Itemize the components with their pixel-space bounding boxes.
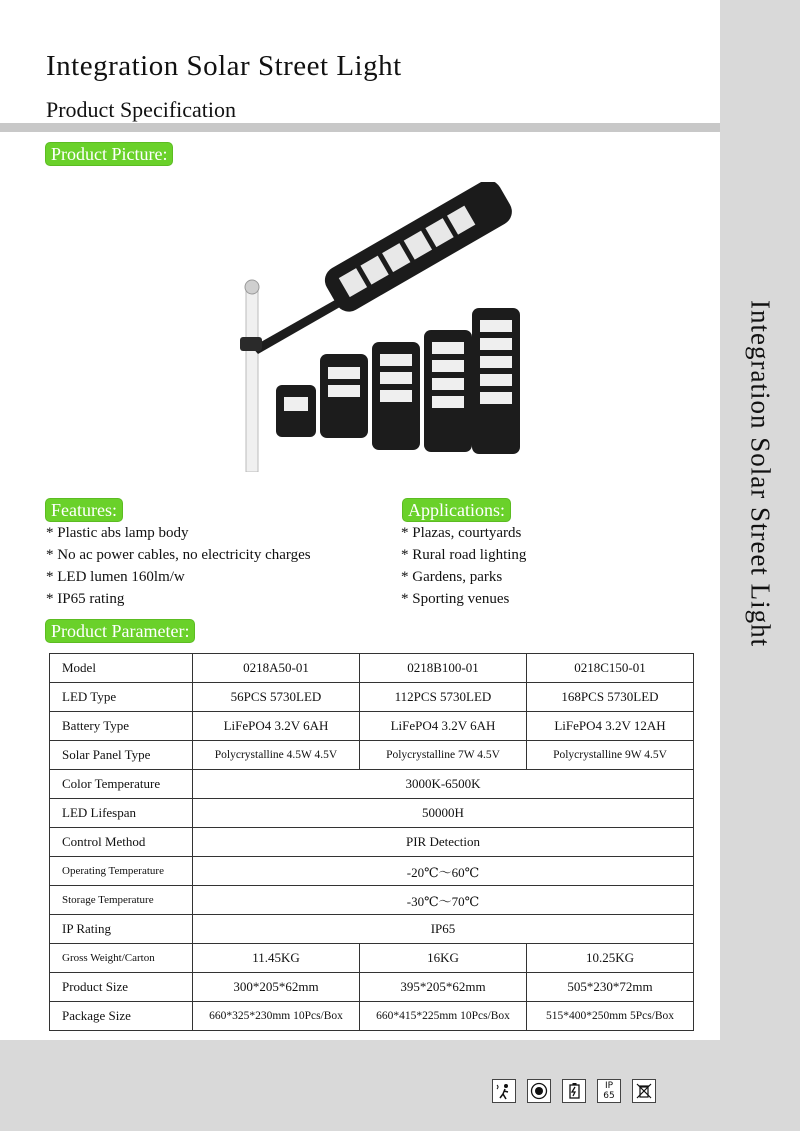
table-cell-merged: IP65 [193,915,694,944]
row-label: Color Temperature [50,770,193,799]
product-image [240,182,530,472]
table-row [50,973,694,1002]
header-divider [0,123,720,132]
section-features: Features: [46,499,122,521]
feature-item: * IP65 rating [46,588,311,610]
table-cell: Polycrystalline 4.5W 4.5V [193,741,360,770]
table-row [50,799,694,828]
table-cell-merged: -30℃～70℃ [193,886,694,915]
row-label: Gross Weight/Carton [50,944,193,973]
table-cell: 300*205*62mm [193,973,360,1002]
table-cell: 10.25KG [527,944,694,973]
table-row [50,944,694,973]
table-row [50,654,694,683]
row-label: Model [50,654,193,683]
ip-label: IP [604,1081,614,1091]
ip-number: 65 [603,1091,615,1101]
table-cell: 56PCS 5730LED [193,683,360,712]
applications-list [401,522,526,610]
sidebar-title: Integration Solar Street Light [745,300,776,648]
table-row [50,828,694,857]
battery-charge-icon [562,1079,586,1103]
table-cell: 505*230*72mm [527,973,694,1002]
table-cell-merged: -20℃～60℃ [193,857,694,886]
parameter-table [49,653,694,1031]
table-cell: 395*205*62mm [360,973,527,1002]
table-row [50,683,694,712]
table-row [50,857,694,886]
weee-bin-icon [632,1079,656,1103]
table-cell: Polycrystalline 9W 4.5V [527,741,694,770]
solar-globe-icon [527,1079,551,1103]
feature-item: * LED lumen 160lm/w [46,566,311,588]
row-label: Product Size [50,973,193,1002]
application-item: * Plazas, courtyards [401,522,526,544]
table-cell: 0218A50-01 [193,654,360,683]
table-cell: LiFePO4 3.2V 6AH [193,712,360,741]
section-applications: Applications: [403,499,510,521]
pir-sensor-icon [492,1079,516,1103]
row-label: Solar Panel Type [50,741,193,770]
table-row [50,1002,694,1031]
table-row [50,915,694,944]
table-row [50,712,694,741]
page-title: Integration Solar Street Light [46,50,402,82]
section-product-parameter: Product Parameter: [46,620,194,642]
table-cell: 112PCS 5730LED [360,683,527,712]
section-product-picture: Product Picture: [46,143,172,165]
table-cell: 0218B100-01 [360,654,527,683]
table-cell: 660*325*230mm 10Pcs/Box [193,1002,360,1031]
ip65-icon [597,1079,621,1103]
row-label: Operating Temperature [50,857,193,886]
table-cell: 0218C150-01 [527,654,694,683]
table-cell: LiFePO4 3.2V 6AH [360,712,527,741]
table-cell: Polycrystalline 7W 4.5V [360,741,527,770]
row-label: Package Size [50,1002,193,1031]
table-cell: 515*400*250mm 5Pcs/Box [527,1002,694,1031]
row-label: Battery Type [50,712,193,741]
table-cell: 16KG [360,944,527,973]
table-cell-merged: 50000H [193,799,694,828]
row-label: Control Method [50,828,193,857]
table-row [50,770,694,799]
table-cell-merged: PIR Detection [193,828,694,857]
table-row [50,886,694,915]
page-subtitle: Product Specification [46,97,237,122]
table-cell: 168PCS 5730LED [527,683,694,712]
table-cell: LiFePO4 3.2V 12AH [527,712,694,741]
application-item: * Sporting venues [401,588,526,610]
row-label: LED Type [50,683,193,712]
table-cell: 11.45KG [193,944,360,973]
table-cell: 660*415*225mm 10Pcs/Box [360,1002,527,1031]
feature-item: * No ac power cables, no electricity charges [46,544,311,566]
application-item: * Gardens, parks [401,566,526,588]
table-cell-merged: 3000K-6500K [193,770,694,799]
application-item: * Rural road lighting [401,544,526,566]
features-list [46,522,311,610]
feature-item: * Plastic abs lamp body [46,522,311,544]
row-label: LED Lifespan [50,799,193,828]
row-label: IP Rating [50,915,193,944]
footer-band [0,1040,800,1131]
table-row [50,741,694,770]
row-label: Storage Temperature [50,886,193,915]
